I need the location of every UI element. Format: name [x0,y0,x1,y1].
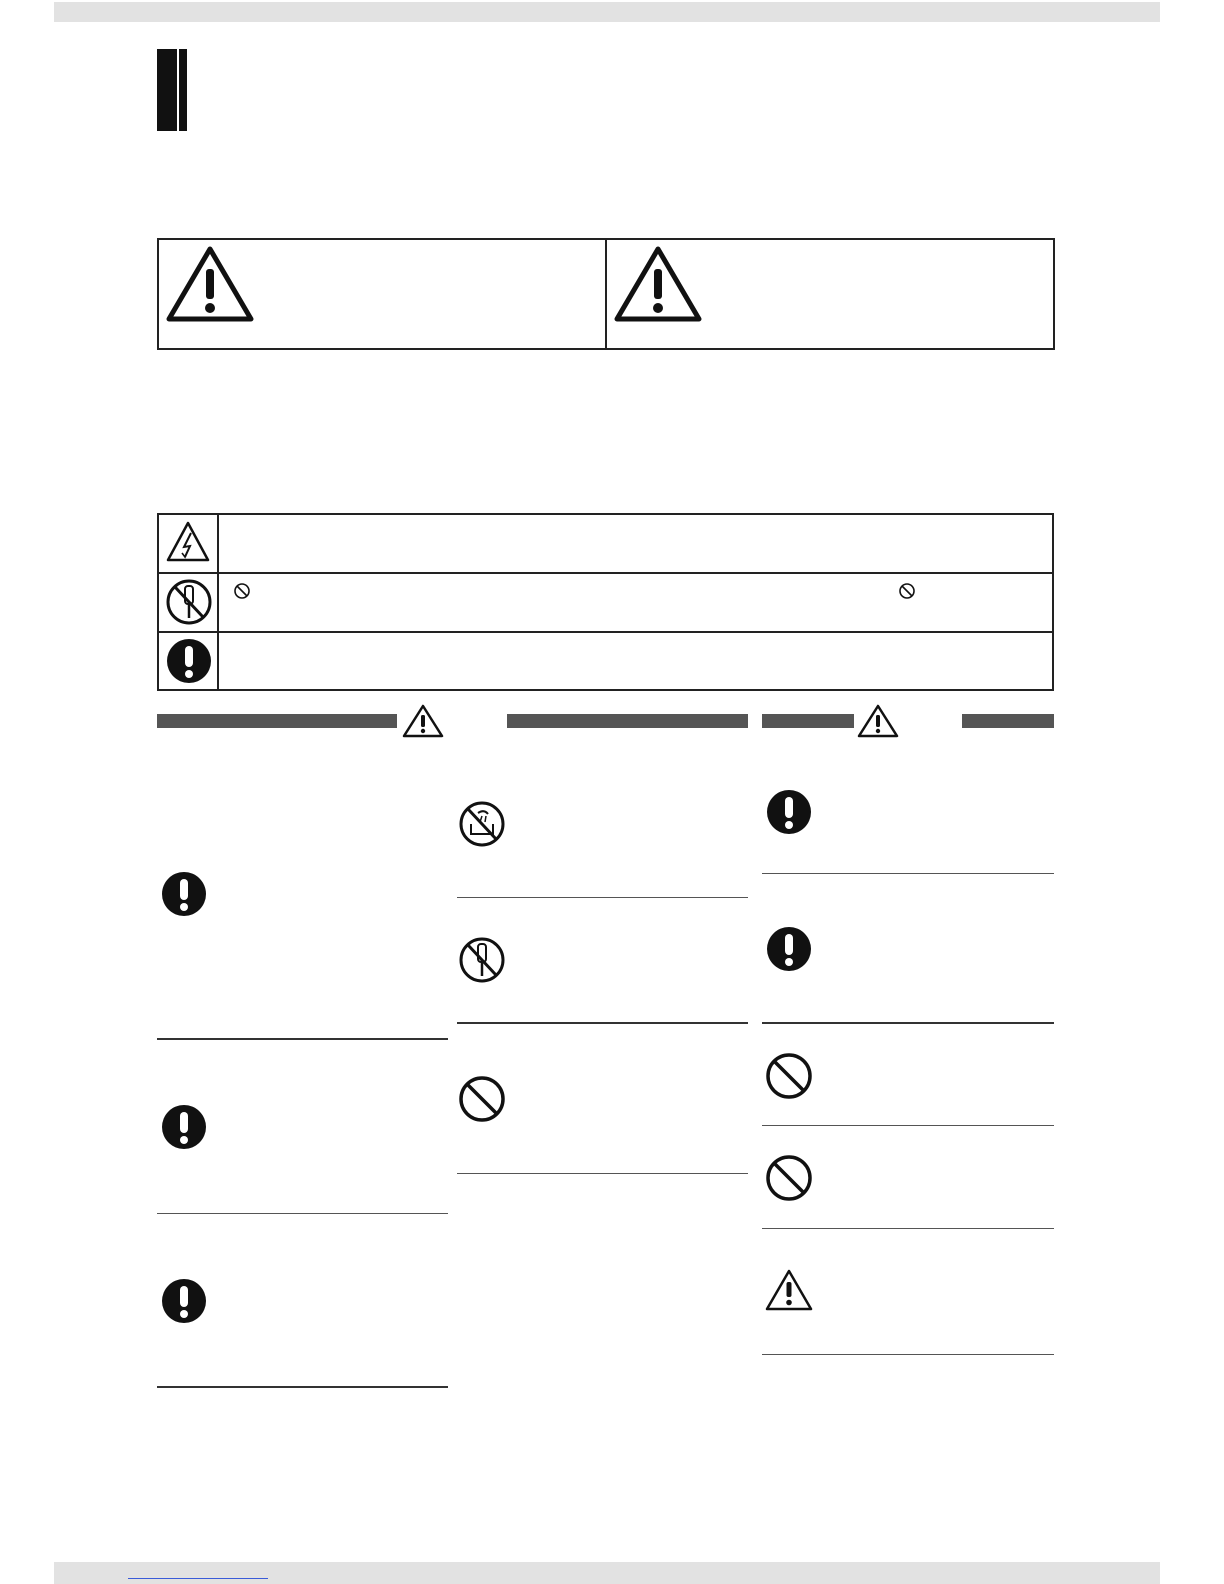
right-column-header-bar-end [962,714,1054,728]
symbols-column-divider [217,513,219,691]
caution-triangle-icon [764,1268,814,1312]
no-disassembly-icon [165,578,213,626]
mandatory-action-icon [765,788,813,836]
symbols-table [157,513,1054,691]
title-marker-secondary [179,49,187,131]
symbols-row-divider [157,572,1054,574]
middle-divider [457,897,748,898]
prohibited-small-icon [898,582,916,600]
no-water-icon [458,800,506,848]
left-divider [157,1038,448,1040]
right-divider [762,873,1054,874]
mandatory-action-icon [160,870,208,918]
left-divider [157,1386,448,1388]
mandatory-action-icon [765,925,813,973]
warning-triangle-icon [402,704,444,738]
mandatory-action-icon [165,637,213,685]
prohibited-icon [458,1075,506,1123]
middle-divider [457,1173,748,1174]
right-divider [762,1354,1054,1355]
right-divider [762,1022,1054,1024]
footer-link[interactable] [128,1566,268,1579]
symbols-row-divider [157,631,1054,633]
right-divider [762,1228,1054,1229]
title-marker [157,49,177,131]
definitions-divider [605,238,607,350]
prohibited-small-icon [233,582,251,600]
electric-shock-icon [165,520,211,564]
left-column-header-bar [157,714,397,728]
right-divider [762,1125,1054,1126]
left-divider [157,1213,448,1214]
right-column-header-bar [762,714,854,728]
no-disassembly-icon [458,936,506,984]
mandatory-action-icon [160,1277,208,1325]
mandatory-action-icon [160,1103,208,1151]
middle-divider [457,1022,748,1024]
warning-triangle-icon [613,245,703,323]
prohibited-icon [765,1052,813,1100]
top-page-bar [54,2,1160,22]
warning-triangle-icon [165,245,255,323]
middle-column-header-bar [507,714,748,728]
warning-triangle-icon [857,704,899,738]
prohibited-icon [765,1154,813,1202]
